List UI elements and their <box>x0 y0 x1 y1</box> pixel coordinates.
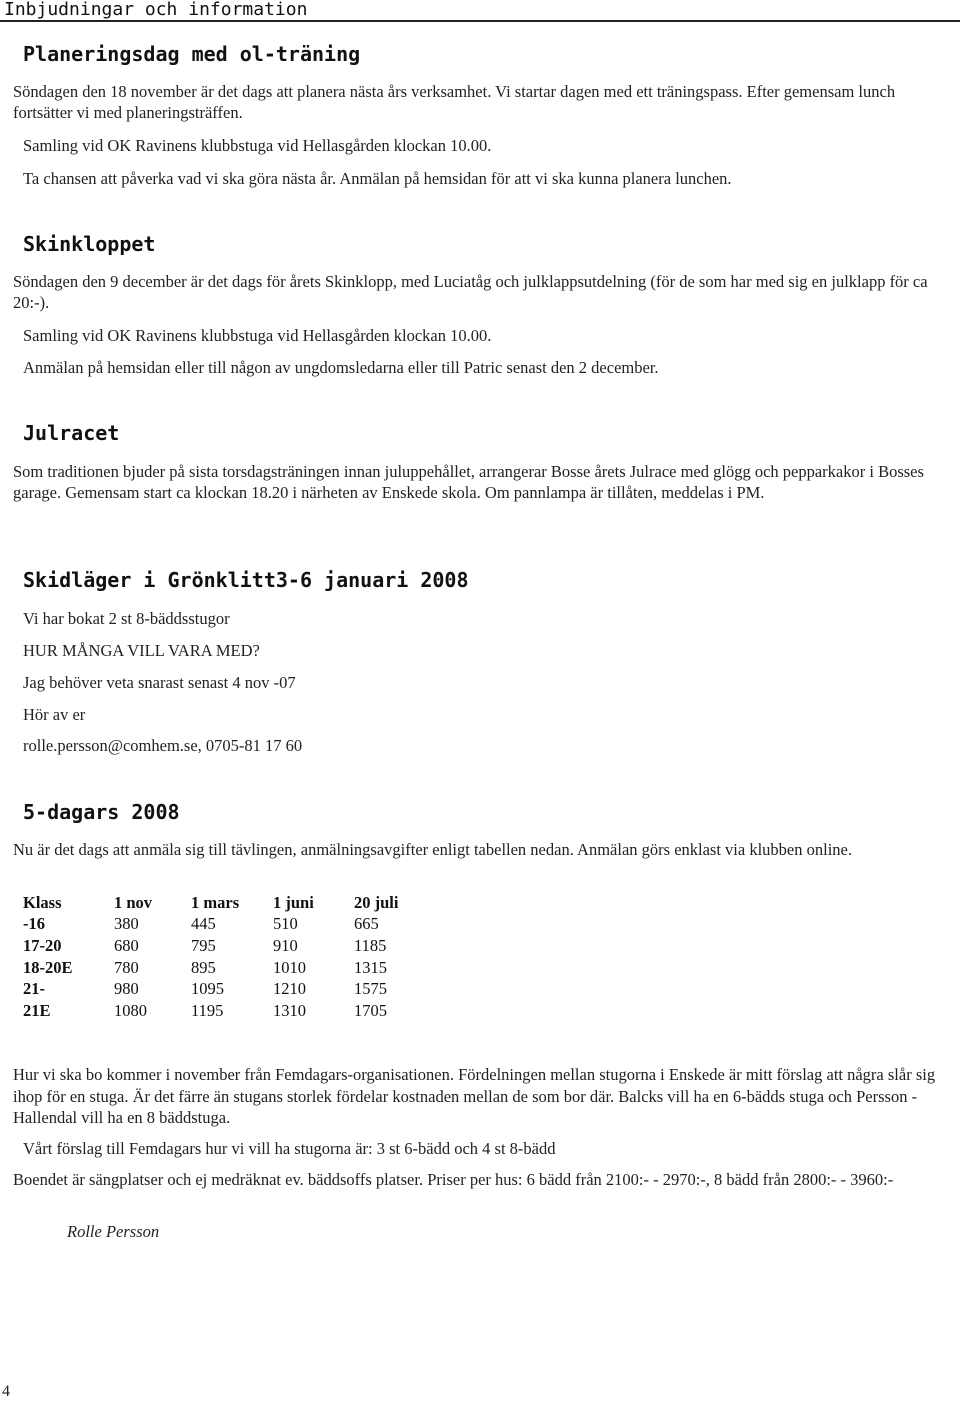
table-cell: 1095 <box>191 979 224 999</box>
table-cell: 1575 <box>354 979 387 999</box>
signature: Rolle Persson <box>67 1222 160 1241</box>
table-cell: 380 <box>114 914 139 934</box>
table-row <box>23 935 424 957</box>
heading-femdagars: 5-dagars 2008 <box>23 800 180 824</box>
skidlager-line: Hör av er <box>23 705 86 724</box>
table-cell: 445 <box>191 914 216 934</box>
fee-table <box>23 892 424 1022</box>
table-cell: 895 <box>191 957 216 977</box>
julracet-paragraph: Som traditionen bjuder på sista torsdagsträningen innan juluppehållet, arrangerar Bosse årets Julrace med glögg och pepparkakor i Bosses garage. Gemensam start ca klockan 18.20 i närheten av Enskede skola. Om pannlampa är tillåten, meddelas i PM. <box>13 462 924 502</box>
skinkloppet-paragraph-2: Samling vid OK Ravinens klubbstuga vid Hellasgården klockan 10.00. <box>23 326 492 345</box>
skidlager-contact: rolle.persson@comhem.se, 0705-81 17 60 <box>23 736 303 755</box>
heading-planeringsdag: Planeringsdag med ol-träning <box>23 42 361 66</box>
table-cell: 1080 <box>114 1000 147 1020</box>
table-cell-class: 21E <box>23 1000 51 1020</box>
table-cell: 1705 <box>354 1000 387 1020</box>
table-cell: 980 <box>114 979 139 999</box>
skidlager-line: Vi har bokat 2 st 8-bäddsstugor <box>23 609 230 628</box>
table-cell: 665 <box>354 914 379 934</box>
skinkloppet-paragraph-3: Anmälan på hemsidan eller till någon av ungdomsledarna eller till Patric senast den 2 december. <box>23 358 659 377</box>
table-cell: 780 <box>114 957 139 977</box>
table-cell: 1185 <box>354 935 387 955</box>
table-cell-class: 18-20E <box>23 957 73 977</box>
table-cell: 1310 <box>273 1000 306 1020</box>
skidlager-line: Jag behöver veta snarast senast 4 nov -07 <box>23 673 296 692</box>
planeringsdag-paragraph-3: Ta chansen att påverka vad vi ska göra nästa år. Anmälan på hemsidan för att vi ska kunna planera lunchen. <box>23 169 732 188</box>
fee-table-header-row <box>23 892 424 914</box>
table-row <box>23 957 424 979</box>
table-cell-class: 17-20 <box>23 935 62 955</box>
page-header <box>0 0 960 22</box>
table-cell: 680 <box>114 935 139 955</box>
planeringsdag-paragraph-1: Söndagen den 18 november är det dags att planera nästa års verksamhet. Vi startar dagen med ett träningspass. Efter gemensam lunch fortsätter vi med planeringsträffen. <box>13 82 896 122</box>
header-title: Inbjudningar och information <box>4 0 308 20</box>
fee-table-header: Klass <box>23 892 62 912</box>
table-cell: 1195 <box>191 1000 224 1020</box>
table-cell: 1010 <box>273 957 306 977</box>
table-row <box>23 978 424 1000</box>
fee-table-header: 1 juni <box>273 892 314 912</box>
table-cell-class: -16 <box>23 914 45 934</box>
femdagars-intro: Nu är det dags att anmäla sig till tävlingen, anmälningsavgifter enligt tabellen nedan. Anmälan görs enklast via klubben online. <box>13 840 852 859</box>
table-cell: 795 <box>191 935 216 955</box>
skinkloppet-paragraph-1: Söndagen den 9 december är det dags för årets Skinklopp, med Luciatåg och julklappsutdelning (för de som har med sig en julklapp för ca 20:-). <box>13 272 928 312</box>
fee-table-header: 1 mars <box>191 892 240 912</box>
table-cell: 510 <box>273 914 298 934</box>
table-row <box>23 914 424 936</box>
femdagars-paragraph-4: Boendet är sängplatser och ej medräknat ev. bäddsoffs platser. Priser per hus: 6 bädd från 2100:- - 2970:-, 8 bädd från 2800:- - 3960:- <box>13 1170 894 1189</box>
page-number: 4 <box>2 1383 10 1400</box>
skidlager-line: HUR MÅNGA VILL VARA MED? <box>23 641 260 660</box>
table-cell: 1315 <box>354 957 387 977</box>
table-cell: 910 <box>273 935 298 955</box>
femdagars-paragraph-3: Vårt förslag till Femdagars hur vi vill ha stugorna är: 3 st 6-bädd och 4 st 8-bädd <box>23 1139 556 1158</box>
table-row <box>23 1000 424 1022</box>
heading-skidlager: Skidläger i Grönklitt3-6 januari 2008 <box>23 568 469 592</box>
fee-table-header: 20 juli <box>354 892 399 912</box>
table-cell: 1210 <box>273 979 306 999</box>
heading-julracet: Julracet <box>23 421 120 445</box>
table-cell-class: 21- <box>23 979 45 999</box>
femdagars-paragraph-2: Hur vi ska bo kommer i november från Femdagars-organisationen. Fördelningen mellan stugorna i Enskede är mitt förslag att några slår sig ihop för en stuga. Är det färre än stugans storlek fördelar kostnaden mellan de som bor där. Balcks vill ha en 6-bädds stuga och Persson - Hallendal vill ha en 8 bäddstuga. <box>13 1065 936 1127</box>
fee-table-header: 1 nov <box>114 892 153 912</box>
heading-skinkloppet: Skinkloppet <box>23 232 156 256</box>
planeringsdag-paragraph-2: Samling vid OK Ravinens klubbstuga vid Hellasgården klockan 10.00. <box>23 136 492 155</box>
